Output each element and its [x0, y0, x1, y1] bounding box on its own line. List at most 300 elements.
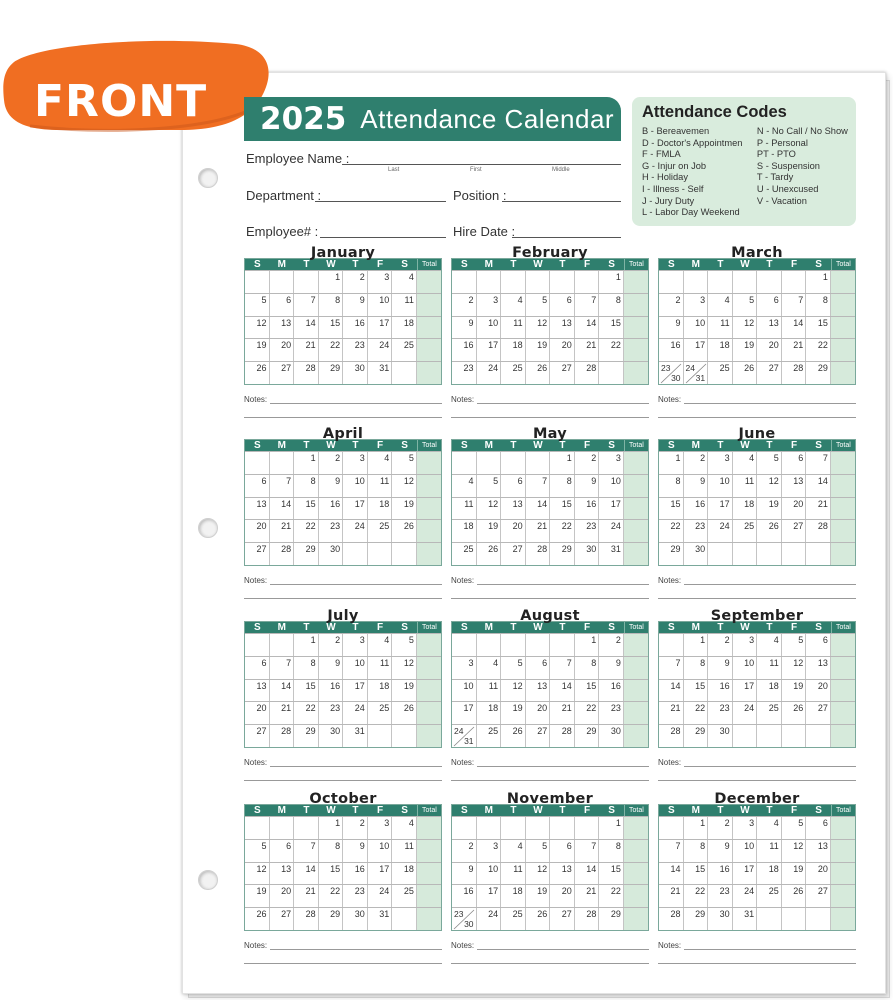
total-cell[interactable]	[624, 702, 648, 724]
day-cell[interactable]	[452, 452, 477, 474]
total-cell[interactable]	[624, 475, 648, 497]
day-cell[interactable]: 10	[343, 475, 368, 497]
total-cell[interactable]	[417, 452, 441, 474]
day-cell[interactable]: 1	[550, 452, 575, 474]
day-cell[interactable]: 30	[343, 362, 368, 384]
day-cell[interactable]: 8	[684, 840, 709, 862]
day-cell[interactable]: 7	[782, 294, 807, 316]
total-cell[interactable]	[417, 475, 441, 497]
total-cell[interactable]	[831, 817, 855, 839]
day-cell[interactable]: 9	[708, 657, 733, 679]
day-cell[interactable]: 4	[708, 294, 733, 316]
day-cell[interactable]	[659, 634, 684, 656]
day-cell[interactable]: 30	[343, 908, 368, 930]
day-cell[interactable]: 1	[294, 452, 319, 474]
day-cell[interactable]: 19	[526, 885, 551, 907]
notes-area[interactable]	[658, 931, 856, 965]
day-cell[interactable]: 5	[245, 840, 270, 862]
day-cell[interactable]: 19	[392, 680, 417, 702]
total-cell[interactable]	[417, 885, 441, 907]
day-cell[interactable]	[733, 725, 758, 747]
day-cell[interactable]	[708, 271, 733, 293]
day-cell[interactable]: 17	[733, 680, 758, 702]
day-cell[interactable]: 22	[659, 520, 684, 542]
day-cell[interactable]: 8	[684, 657, 709, 679]
day-cell[interactable]: 19	[245, 339, 270, 361]
total-cell[interactable]	[624, 817, 648, 839]
day-cell[interactable]: 24	[599, 520, 624, 542]
day-cell[interactable]: 23	[599, 702, 624, 724]
total-cell[interactable]	[831, 271, 855, 293]
day-cell[interactable]: 27	[757, 362, 782, 384]
total-cell[interactable]	[624, 680, 648, 702]
day-cell[interactable]: 4	[392, 817, 417, 839]
day-cell[interactable]: 9	[343, 840, 368, 862]
day-cell[interactable]: 19	[782, 680, 807, 702]
day-cell[interactable]: 18	[757, 680, 782, 702]
day-cell[interactable]: 22	[294, 520, 319, 542]
day-cell[interactable]: 13	[782, 475, 807, 497]
total-cell[interactable]	[624, 498, 648, 520]
day-cell[interactable]: 22	[684, 885, 709, 907]
total-cell[interactable]	[417, 634, 441, 656]
total-cell[interactable]	[624, 634, 648, 656]
day-cell[interactable]: 13	[806, 657, 831, 679]
day-cell[interactable]: 28	[550, 725, 575, 747]
total-cell[interactable]	[831, 362, 855, 384]
day-cell[interactable]: 28	[575, 908, 600, 930]
day-cell[interactable]: 16	[684, 498, 709, 520]
day-cell[interactable]: 10	[477, 863, 502, 885]
day-cell[interactable]: 2	[452, 840, 477, 862]
day-cell[interactable]: 29	[575, 725, 600, 747]
department-line[interactable]	[315, 201, 446, 202]
day-cell[interactable]: 17	[599, 498, 624, 520]
day-cell[interactable]: 7	[526, 475, 551, 497]
day-cell[interactable]: 28	[294, 908, 319, 930]
day-cell[interactable]: 11	[392, 294, 417, 316]
total-cell[interactable]	[624, 885, 648, 907]
total-cell[interactable]	[624, 271, 648, 293]
day-cell[interactable]: 14	[294, 317, 319, 339]
day-cell[interactable]: 17	[368, 317, 393, 339]
day-cell[interactable]: 27	[270, 908, 295, 930]
day-cell[interactable]: 16	[319, 680, 344, 702]
day-cell[interactable]: 13	[526, 680, 551, 702]
day-cell[interactable]: 19	[245, 885, 270, 907]
day-cell[interactable]: 2	[599, 634, 624, 656]
day-cell[interactable]	[757, 543, 782, 565]
day-cell[interactable]: 6	[806, 817, 831, 839]
day-cell[interactable]	[270, 452, 295, 474]
day-cell[interactable]	[245, 817, 270, 839]
day-cell[interactable]	[806, 908, 831, 930]
day-cell[interactable]: 28	[526, 543, 551, 565]
employee-number-line[interactable]	[320, 237, 446, 238]
total-cell[interactable]	[624, 452, 648, 474]
day-cell[interactable]: 20	[270, 885, 295, 907]
day-cell[interactable]: 29	[319, 362, 344, 384]
day-cell[interactable]: 8	[294, 475, 319, 497]
day-cell[interactable]: 14	[659, 680, 684, 702]
day-cell[interactable]	[782, 543, 807, 565]
day-cell[interactable]: 14	[550, 680, 575, 702]
day-cell[interactable]: 22	[319, 339, 344, 361]
day-cell[interactable]: 8	[806, 294, 831, 316]
day-cell[interactable]	[392, 543, 417, 565]
day-cell[interactable]: 24	[733, 702, 758, 724]
day-cell[interactable]: 18	[501, 339, 526, 361]
day-cell[interactable]: 15	[684, 863, 709, 885]
notes-area[interactable]	[244, 748, 442, 782]
day-cell[interactable]: 28	[270, 725, 295, 747]
day-cell[interactable]: 11	[708, 317, 733, 339]
day-cell[interactable]: 21	[782, 339, 807, 361]
day-cell[interactable]: 16	[452, 339, 477, 361]
day-cell[interactable]: 3	[368, 817, 393, 839]
day-cell[interactable]: 24	[343, 702, 368, 724]
total-cell[interactable]	[831, 452, 855, 474]
total-cell[interactable]	[624, 294, 648, 316]
day-cell[interactable]: 4	[757, 634, 782, 656]
total-cell[interactable]	[831, 520, 855, 542]
day-cell[interactable]	[806, 725, 831, 747]
day-cell[interactable]	[757, 271, 782, 293]
notes-area[interactable]	[451, 931, 649, 965]
day-cell[interactable]	[501, 452, 526, 474]
hire-date-line[interactable]	[512, 237, 621, 238]
day-cell[interactable]: 5	[245, 294, 270, 316]
day-cell[interactable]: 9	[452, 317, 477, 339]
day-cell[interactable]: 29	[294, 725, 319, 747]
day-cell[interactable]: 8	[659, 475, 684, 497]
day-cell[interactable]: 29	[319, 908, 344, 930]
day-cell[interactable]: 9	[708, 840, 733, 862]
day-cell[interactable]	[477, 817, 502, 839]
day-cell[interactable]: 21	[575, 885, 600, 907]
day-cell[interactable]: 21	[575, 339, 600, 361]
total-cell[interactable]	[624, 863, 648, 885]
day-cell[interactable]: 17	[708, 498, 733, 520]
day-cell[interactable]: 21	[526, 520, 551, 542]
day-cell[interactable]: 1	[599, 817, 624, 839]
day-cell[interactable]: 29	[684, 908, 709, 930]
day-cell[interactable]: 26	[782, 885, 807, 907]
day-cell[interactable]: 6	[806, 634, 831, 656]
day-cell[interactable]: 25	[477, 725, 502, 747]
day-cell[interactable]	[806, 543, 831, 565]
day-cell[interactable]: 3	[733, 634, 758, 656]
total-cell[interactable]	[831, 725, 855, 747]
day-cell[interactable]: 4	[368, 634, 393, 656]
day-cell[interactable]: 7	[294, 294, 319, 316]
day-cell[interactable]: 3	[452, 657, 477, 679]
day-cell[interactable]: 15	[319, 863, 344, 885]
day-cell[interactable]: 18	[368, 498, 393, 520]
day-cell[interactable]: 26	[245, 362, 270, 384]
day-cell[interactable]: 19	[501, 702, 526, 724]
total-cell[interactable]	[831, 840, 855, 862]
day-cell[interactable]: 15	[599, 863, 624, 885]
notes-area[interactable]	[244, 931, 442, 965]
day-cell[interactable]: 29	[806, 362, 831, 384]
day-cell[interactable]	[684, 271, 709, 293]
day-cell[interactable]: 11	[452, 498, 477, 520]
day-cell[interactable]: 25	[452, 543, 477, 565]
day-cell[interactable]	[477, 271, 502, 293]
day-cell[interactable]	[526, 271, 551, 293]
day-cell[interactable]: 12	[477, 498, 502, 520]
day-cell[interactable]: 25	[733, 520, 758, 542]
day-cell[interactable]: 13	[245, 498, 270, 520]
day-cell[interactable]: 26	[733, 362, 758, 384]
day-cell[interactable]: 6	[550, 840, 575, 862]
day-cell[interactable]: 11	[477, 680, 502, 702]
day-cell[interactable]: 3	[343, 452, 368, 474]
day-cell[interactable]	[368, 725, 393, 747]
notes-area[interactable]	[658, 748, 856, 782]
day-cell[interactable]: 8	[575, 657, 600, 679]
day-cell[interactable]: 12	[392, 657, 417, 679]
notes-area[interactable]	[451, 385, 649, 419]
day-cell[interactable]: 27	[526, 725, 551, 747]
day-cell[interactable]: 29	[550, 543, 575, 565]
day-cell[interactable]	[477, 452, 502, 474]
day-cell[interactable]	[392, 362, 417, 384]
day-cell[interactable]: 5	[526, 840, 551, 862]
day-cell[interactable]: 26	[526, 362, 551, 384]
day-cell[interactable]: 15	[684, 680, 709, 702]
day-cell[interactable]: 18	[733, 498, 758, 520]
day-cell[interactable]: 4	[501, 840, 526, 862]
day-cell[interactable]: 28	[575, 362, 600, 384]
total-cell[interactable]	[417, 725, 441, 747]
day-cell[interactable]: 2	[319, 634, 344, 656]
day-cell[interactable]: 30	[319, 725, 344, 747]
day-cell[interactable]: 15	[319, 317, 344, 339]
day-cell[interactable]: 22	[319, 885, 344, 907]
day-cell[interactable]: 8	[599, 840, 624, 862]
day-cell[interactable]: 16	[343, 863, 368, 885]
day-cell[interactable]: 18	[392, 317, 417, 339]
day-cell[interactable]: 10	[599, 475, 624, 497]
total-cell[interactable]	[831, 475, 855, 497]
day-cell[interactable]: 31	[343, 725, 368, 747]
day-cell[interactable]	[757, 725, 782, 747]
notes-area[interactable]	[658, 566, 856, 600]
day-cell[interactable]	[501, 817, 526, 839]
day-cell[interactable]: 22	[599, 339, 624, 361]
day-cell[interactable]: 25	[757, 885, 782, 907]
day-cell[interactable]: 14	[575, 317, 600, 339]
day-cell[interactable]: 8	[599, 294, 624, 316]
day-cell[interactable]: 13	[270, 317, 295, 339]
day-cell[interactable]	[452, 271, 477, 293]
day-cell[interactable]	[599, 362, 624, 384]
day-cell[interactable]: 20	[270, 339, 295, 361]
day-cell[interactable]: 26	[392, 520, 417, 542]
day-cell[interactable]: 24	[368, 339, 393, 361]
day-cell[interactable]: 13	[550, 863, 575, 885]
day-cell[interactable]: 12	[757, 475, 782, 497]
day-cell[interactable]: 27	[270, 362, 295, 384]
day-cell[interactable]: 3	[343, 634, 368, 656]
day-cell[interactable]: 24	[343, 520, 368, 542]
day-cell[interactable]: 4	[757, 817, 782, 839]
position-line[interactable]	[502, 201, 621, 202]
day-cell[interactable]: 12	[782, 657, 807, 679]
total-cell[interactable]	[417, 817, 441, 839]
day-cell[interactable]: 26	[526, 908, 551, 930]
total-cell[interactable]	[831, 702, 855, 724]
day-cell[interactable]: 18	[708, 339, 733, 361]
day-cell[interactable]: 9	[452, 863, 477, 885]
day-cell[interactable]: 2	[659, 294, 684, 316]
day-cell[interactable]: 15	[294, 498, 319, 520]
total-cell[interactable]	[831, 543, 855, 565]
day-cell[interactable]	[782, 271, 807, 293]
day-cell[interactable]: 10	[452, 680, 477, 702]
day-cell[interactable]: 12	[245, 317, 270, 339]
day-cell[interactable]	[392, 908, 417, 930]
day-cell[interactable]: 28	[782, 362, 807, 384]
day-cell[interactable]: 6	[550, 294, 575, 316]
day-cell[interactable]: 23	[343, 885, 368, 907]
total-cell[interactable]	[417, 702, 441, 724]
day-cell[interactable]: 19	[733, 339, 758, 361]
day-cell[interactable]: 1	[575, 634, 600, 656]
day-cell[interactable]: 1	[319, 817, 344, 839]
day-cell[interactable]	[575, 271, 600, 293]
total-cell[interactable]	[624, 840, 648, 862]
day-cell[interactable]: 30	[684, 543, 709, 565]
day-cell[interactable]: 30	[708, 908, 733, 930]
total-cell[interactable]	[417, 271, 441, 293]
day-cell[interactable]: 12	[782, 840, 807, 862]
day-cell[interactable]: 19	[782, 863, 807, 885]
day-cell[interactable]	[452, 817, 477, 839]
day-cell[interactable]: 23	[708, 702, 733, 724]
day-cell[interactable]	[550, 634, 575, 656]
notes-area[interactable]	[658, 385, 856, 419]
total-cell[interactable]	[624, 543, 648, 565]
day-cell[interactable]: 30	[599, 725, 624, 747]
day-cell[interactable]: 10	[708, 475, 733, 497]
day-cell[interactable]: 4	[452, 475, 477, 497]
day-cell[interactable]: 25	[368, 702, 393, 724]
day-cell[interactable]: 8	[294, 657, 319, 679]
day-cell[interactable]: 21	[294, 885, 319, 907]
day-cell[interactable]: 1	[684, 817, 709, 839]
day-cell[interactable]: 9	[343, 294, 368, 316]
day-cell[interactable]: 10	[368, 840, 393, 862]
day-cell[interactable]: 31	[368, 362, 393, 384]
day-cell[interactable]: 2	[319, 452, 344, 474]
day-cell[interactable]: 23	[575, 520, 600, 542]
day-cell[interactable]: 20	[550, 339, 575, 361]
day-cell[interactable]	[757, 908, 782, 930]
day-cell[interactable]: 2	[684, 452, 709, 474]
day-cell[interactable]: 25	[392, 885, 417, 907]
day-cell[interactable]: 20	[806, 863, 831, 885]
day-cell[interactable]: 5	[782, 817, 807, 839]
day-cell[interactable]: 23	[319, 702, 344, 724]
day-cell[interactable]: 21	[270, 702, 295, 724]
day-cell[interactable]: 24	[708, 520, 733, 542]
total-cell[interactable]	[624, 725, 648, 747]
day-cell[interactable]: 19	[392, 498, 417, 520]
day-cell[interactable]: 18	[392, 863, 417, 885]
total-cell[interactable]	[417, 339, 441, 361]
day-cell[interactable]: 15	[575, 680, 600, 702]
day-cell[interactable]: 6	[501, 475, 526, 497]
day-cell[interactable]: 26	[757, 520, 782, 542]
total-cell[interactable]	[624, 362, 648, 384]
day-cell[interactable]: 3	[368, 271, 393, 293]
total-cell[interactable]	[831, 680, 855, 702]
day-cell[interactable]: 16	[708, 680, 733, 702]
day-cell[interactable]: 8	[550, 475, 575, 497]
day-cell[interactable]	[368, 543, 393, 565]
day-cell[interactable]: 1	[294, 634, 319, 656]
day-cell[interactable]: 9	[575, 475, 600, 497]
day-cell[interactable]: 10	[684, 317, 709, 339]
day-cell[interactable]: 2	[343, 271, 368, 293]
day-cell[interactable]: 3	[684, 294, 709, 316]
day-cell[interactable]: 3	[733, 817, 758, 839]
day-cell[interactable]: 16	[452, 885, 477, 907]
day-cell[interactable]: 5	[526, 294, 551, 316]
day-cell[interactable]: 14	[270, 680, 295, 702]
day-cell[interactable]: 22	[294, 702, 319, 724]
day-cell[interactable]: 7	[575, 294, 600, 316]
day-cell[interactable]	[501, 271, 526, 293]
day-cell[interactable]: 23	[452, 362, 477, 384]
day-cell[interactable]: 29	[599, 908, 624, 930]
day-cell[interactable]: 4	[392, 271, 417, 293]
day-cell[interactable]: 18	[452, 520, 477, 542]
total-cell[interactable]	[831, 657, 855, 679]
day-cell[interactable]: 15	[599, 317, 624, 339]
day-cell[interactable]: 14	[270, 498, 295, 520]
day-cell[interactable]: 9	[684, 475, 709, 497]
day-cell[interactable]: 17	[368, 863, 393, 885]
day-cell[interactable]: 7	[575, 840, 600, 862]
day-cell[interactable]: 31	[368, 908, 393, 930]
day-cell[interactable]: 27	[550, 362, 575, 384]
total-cell[interactable]	[417, 908, 441, 930]
day-cell[interactable]: 12	[526, 863, 551, 885]
day-cell[interactable]: 15	[659, 498, 684, 520]
day-cell[interactable]: 24	[733, 885, 758, 907]
total-cell[interactable]	[417, 362, 441, 384]
day-cell[interactable]: 7	[294, 840, 319, 862]
day-cell[interactable]	[733, 543, 758, 565]
day-cell[interactable]	[550, 271, 575, 293]
day-cell[interactable]: 21	[806, 498, 831, 520]
day-cell[interactable]: 22	[550, 520, 575, 542]
day-cell[interactable]: 1	[319, 271, 344, 293]
total-cell[interactable]	[831, 498, 855, 520]
day-cell[interactable]: 18	[477, 702, 502, 724]
day-cell[interactable]	[270, 271, 295, 293]
day-cell[interactable]: 27	[550, 908, 575, 930]
day-cell[interactable]: 20	[526, 702, 551, 724]
total-cell[interactable]	[417, 863, 441, 885]
day-cell[interactable]: 20	[501, 520, 526, 542]
day-cell[interactable]: 11	[501, 863, 526, 885]
day-cell[interactable]	[294, 817, 319, 839]
